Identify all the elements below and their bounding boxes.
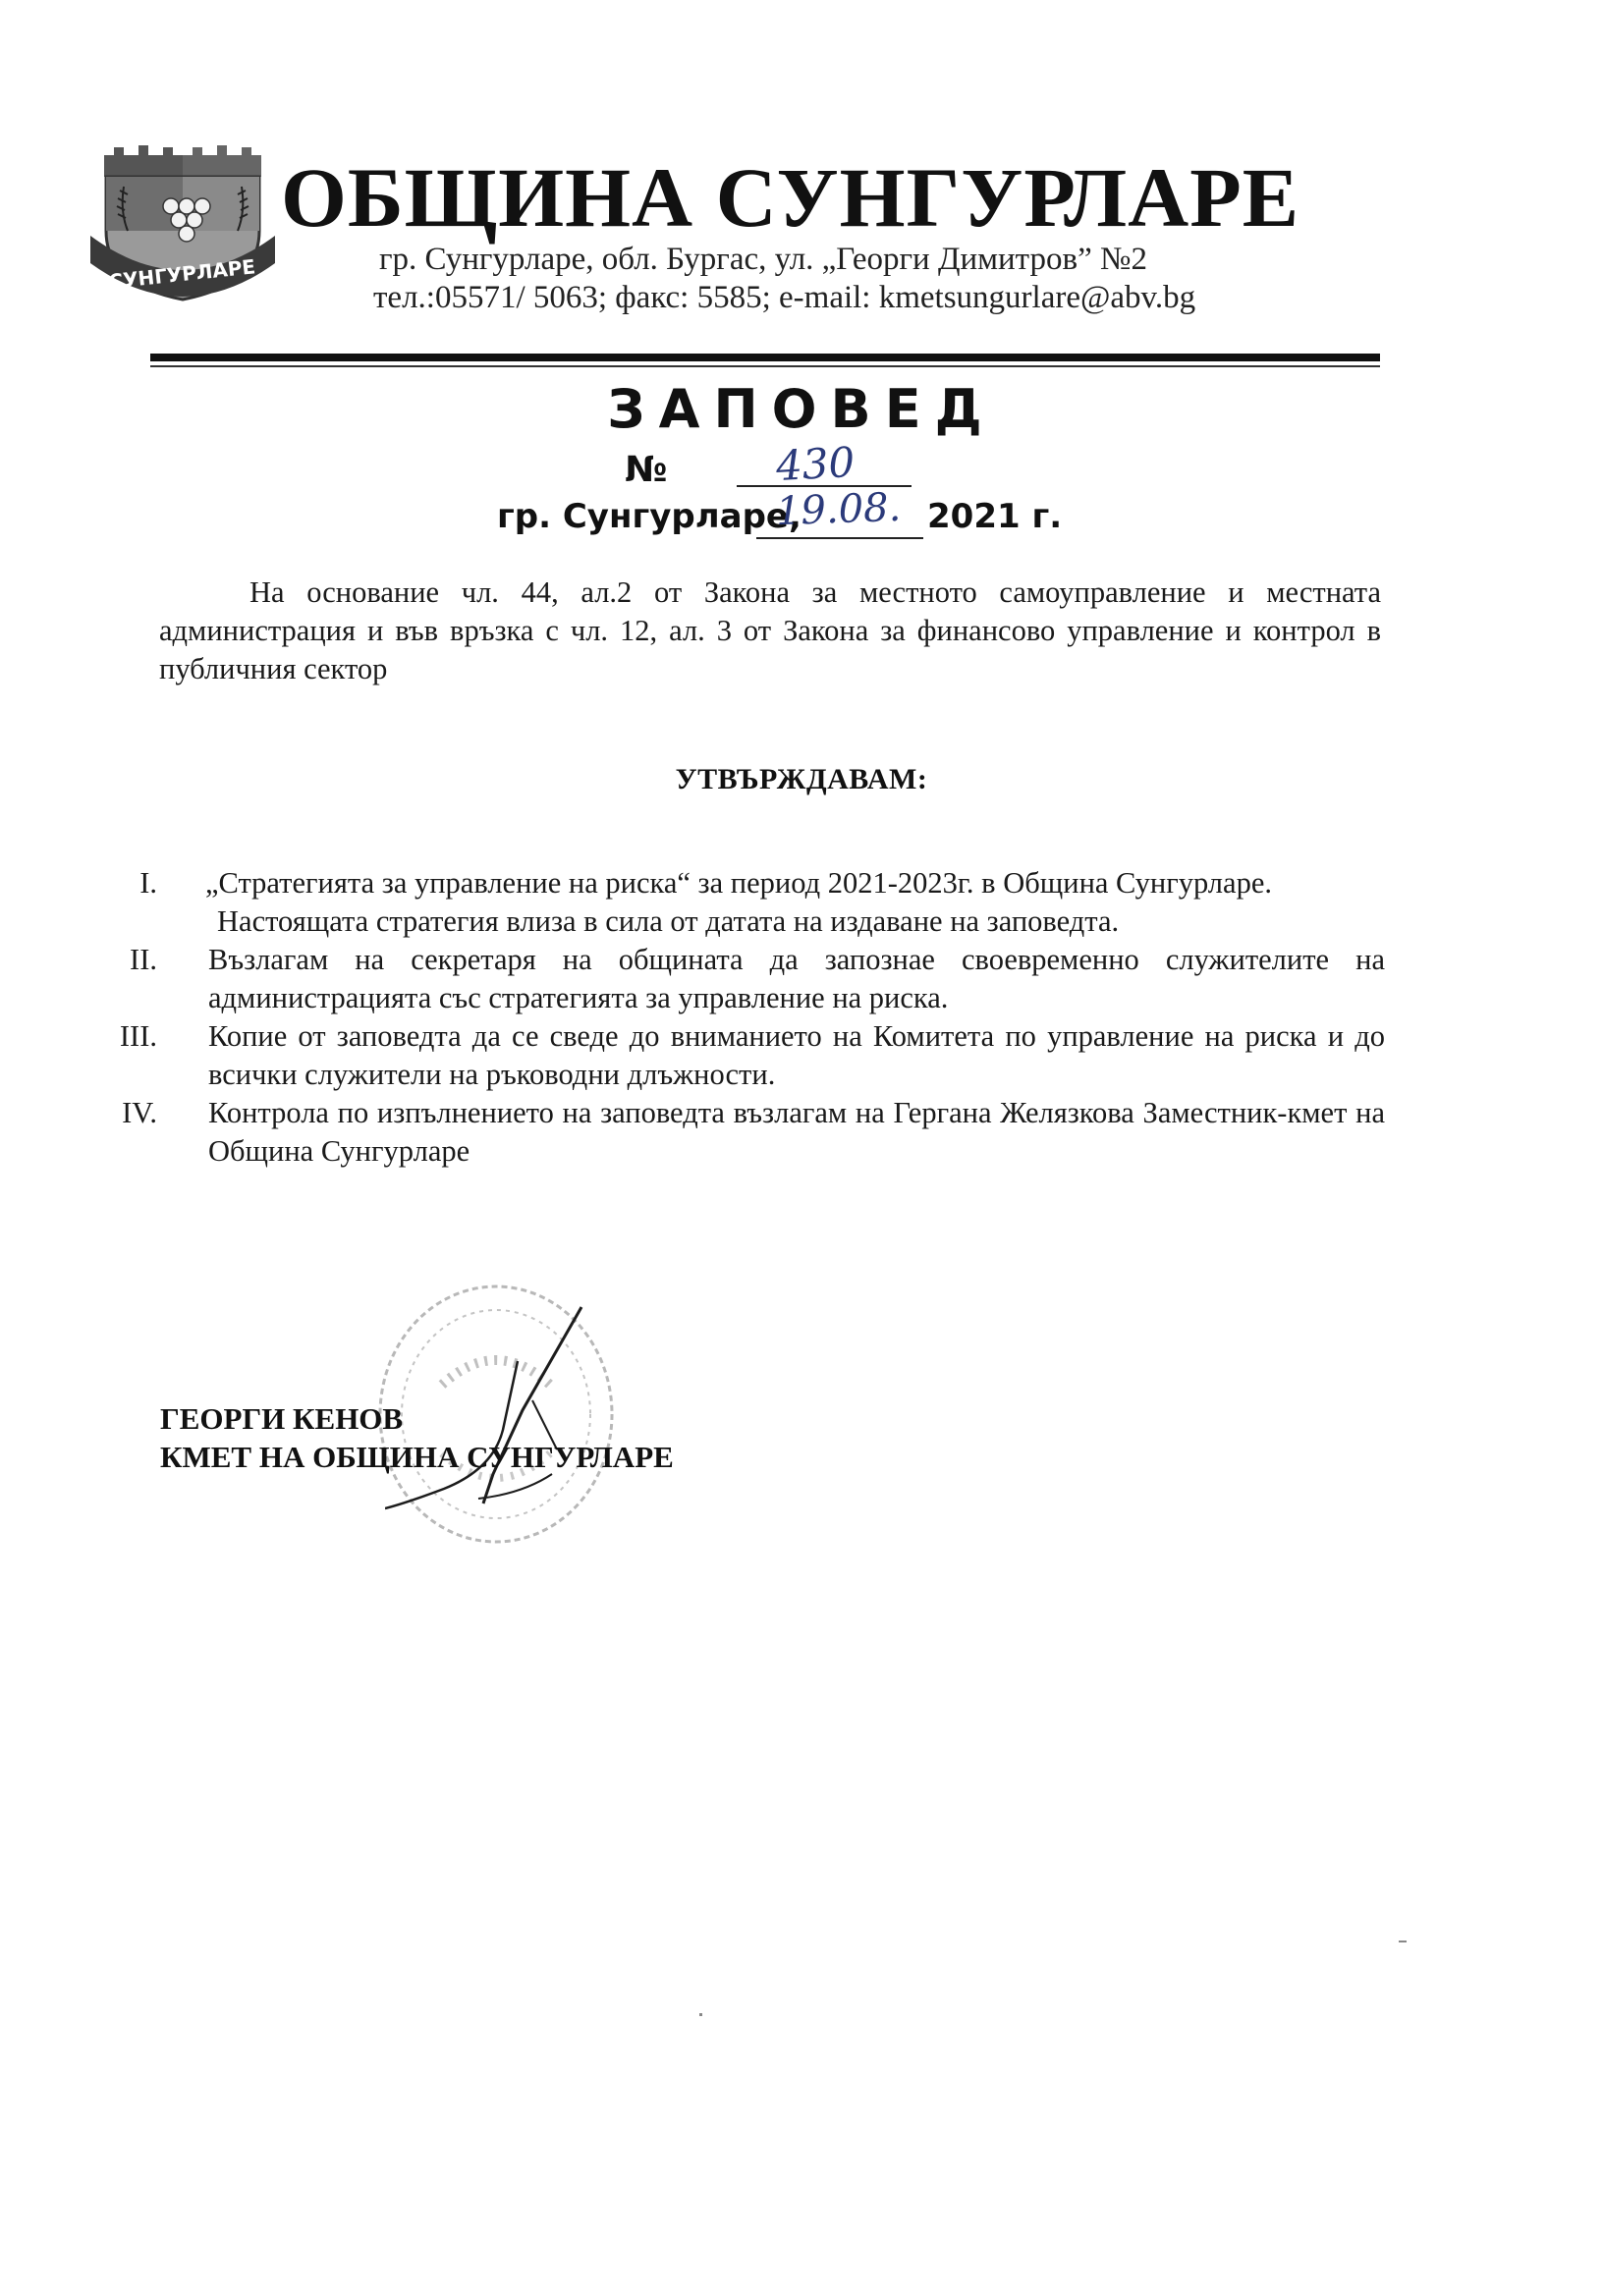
item-text-continuation: Настоящата стратегия влиза в сила от датата на издаване на заповедта.: [217, 904, 1120, 938]
preamble-text: На основание чл. 44, ал.2 от Закона за местното самоуправление и местната администрация и във връзка с чл. 12, ал. 3 от Закона за финансово управление и контрол в публичния сектор: [159, 575, 1381, 685]
item-text: Контрола по изпълнението на заповедта възлагам на Гергана Желязкова Заместник-кмет на Община Сунгурларе: [208, 1096, 1385, 1168]
order-date-line: [756, 537, 923, 539]
letterhead-divider-thin: [150, 365, 1380, 367]
list-item: [98, 864, 1385, 941]
list-item: [98, 941, 1385, 1017]
item-number: IV.: [122, 1096, 157, 1129]
order-items-list: [98, 864, 1385, 1171]
item-number: II.: [130, 943, 157, 976]
order-preamble: [159, 574, 1381, 688]
municipality-crest-icon: [84, 137, 281, 304]
approve-heading: УТВЪРЖДАВАМ:: [675, 763, 928, 795]
handwritten-signature-icon: [385, 1302, 611, 1528]
list-item: [98, 1094, 1385, 1171]
document-title: ЗАПОВЕД: [607, 378, 996, 440]
item-number: I.: [139, 866, 157, 900]
item-number: III.: [119, 1019, 157, 1053]
list-item: [98, 1017, 1385, 1094]
signer-name: ГЕОРГИ КЕНОВ: [160, 1401, 404, 1436]
item-text: Копие от заповедта да се сведе до вниманието на Комитета по управление на риска и до всички служители на ръководни длъжности.: [208, 1019, 1385, 1091]
signer-title: КМЕТ НА ОБЩИНА СУНГУРЛАРЕ: [160, 1440, 674, 1474]
scan-speck: [699, 2013, 702, 2016]
item-text: „Стратегията за управление на риска“ за период 2021-2023г. в Община Сунгурларе.: [205, 866, 1272, 900]
organization-contacts: тел.:05571/ 5063; факс: 5585; e-mail: kmetsungurlare@abv.bg: [373, 280, 1196, 315]
crest-ribbon-text: СУНГУРЛАРЕ: [107, 254, 257, 294]
organization-name: ОБЩИНА СУНГУРЛАРЕ: [281, 150, 1300, 245]
order-number-handwritten: 430: [774, 437, 857, 491]
scan-speck: [1399, 1941, 1407, 1942]
letterhead-divider: [150, 354, 1380, 361]
order-number-label: №: [625, 450, 668, 490]
item-text: Възлагам на секретаря на общината да запознае своевременно служителите на администрацията със стратегията за управление на риска.: [208, 943, 1385, 1014]
order-year-label: 2021 г.: [927, 497, 1063, 536]
order-date-handwritten: 19.08.: [775, 484, 902, 535]
organization-address: гр. Сунгурларе, обл. Бургас, ул. „Георги Димитров” №2: [379, 242, 1147, 277]
order-city-label: гр. Сунгурларе,: [497, 497, 802, 536]
